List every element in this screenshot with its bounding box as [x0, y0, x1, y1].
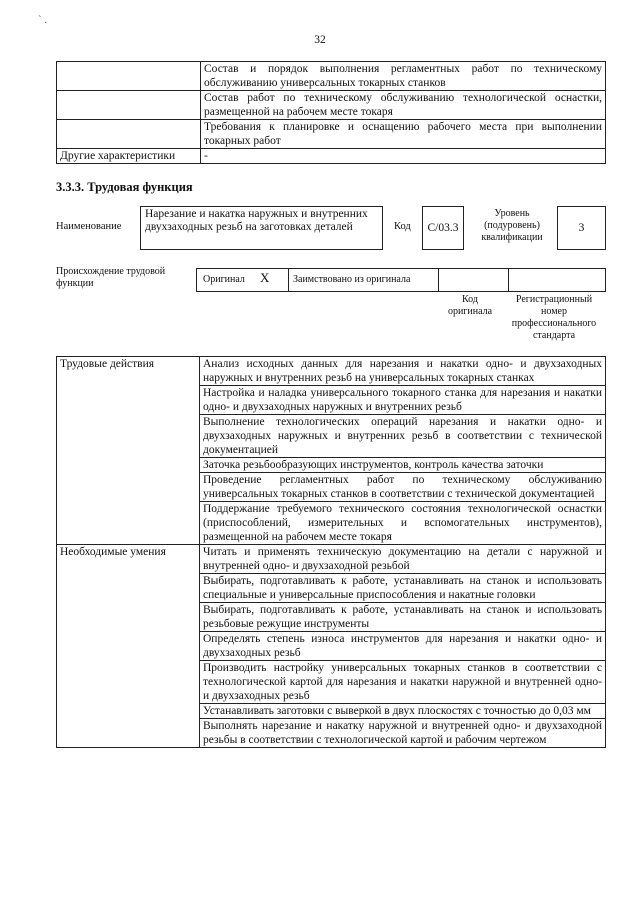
table-row [57, 62, 606, 91]
table-cell: Настройка и наладка универсального токарного станка для нарезания и накатки одно- и двухзаходных наружных и внутренних резьб [200, 386, 606, 415]
level-label: Уровень (подуровень) квалификации [481, 208, 543, 243]
name-label: Наименование [56, 221, 122, 232]
origin-box [196, 268, 606, 292]
borrowed-label: Заимствовано из оригинала [293, 274, 411, 285]
main-table [56, 356, 606, 748]
table-cell: Заточка резьбообразующих инструментов, контроль качества заточки [200, 458, 606, 473]
table-cell: Выбирать, подготавливать к работе, устанавливать на станок и использовать специальные и универсальные приспособления и накатные головки [200, 574, 606, 603]
group-label: Трудовые действия [57, 357, 200, 545]
code-box [422, 206, 464, 250]
original-label: Оригинал [203, 274, 245, 285]
table-cell: Определять степень износа инструментов для нарезания и накатки одно- и двухзаходных резьб [200, 632, 606, 661]
section-title: 3.3.3. Трудовая функция [56, 180, 193, 194]
origin-divider [508, 269, 509, 291]
table-cell: Выбирать, подготавливать к работе, устанавливать на станок и использовать резьбовые режущие инструменты [200, 603, 606, 632]
table-cell: Читать и применять техническую документацию на детали с наружной и внутренней одно- и двухзаходной резьбой [200, 545, 606, 574]
row-label: Другие характеристики [57, 149, 201, 164]
row-text: Требования к планировке и оснащению рабочего места при выполнении токарных работ [201, 120, 606, 149]
level-box [557, 206, 606, 250]
code-value: С/03.3 [427, 221, 459, 234]
row-label [57, 120, 201, 149]
origin-divider [438, 269, 439, 291]
level-value: 3 [578, 221, 585, 234]
row-text: - [201, 149, 606, 164]
table-row [57, 91, 606, 120]
table-cell: Устанавливать заготовки с выверкой в двух плоскостях с точностью до 0,03 мм [200, 704, 606, 719]
function-name-box [140, 206, 383, 250]
original-mark: X [260, 270, 270, 285]
table-cell: Производить настройку универсальных токарных станков в соответствии с технологической картой для нарезания и накатки наружной и внутренней одно- и двухзаходных резьб [200, 661, 606, 704]
table-row [57, 545, 606, 574]
row-label [57, 91, 201, 120]
table-cell: Выполнение технологических операций нарезания и накатки одно- и двухзаходных наружных и внутренних резьб в соответствии с технической документацией [200, 415, 606, 458]
top-table [56, 61, 606, 164]
table-cell: Анализ исходных данных для нарезания и накатки одно- и двухзаходных наружных и внутренних резьб на универсальных токарных станках [200, 357, 606, 386]
table-row [57, 120, 606, 149]
page-number: 32 [314, 34, 326, 46]
group-label: Необходимые умения [57, 545, 200, 748]
origin-label: Происхождение трудовой функции [56, 266, 166, 289]
row-label [57, 62, 201, 91]
code-original-label: Код оригинала [447, 294, 493, 317]
table-cell: Проведение регламентных работ по техническому обслуживанию универсальных токарных станков в соответствии с технической документацией [200, 473, 606, 502]
row-text: Состав и порядок выполнения регламентных работ по техническому обслуживанию универсальных токарных станков [201, 62, 606, 91]
table-cell: Выполнять нарезание и накатку наружной и внутренней одно- и двухзаходной резьбы в соответствии с технологической картой и рабочим чертежом [200, 719, 606, 748]
code-label: Код [394, 221, 411, 232]
function-name: Нарезание и накатка наружных и внутренних двухзаходных резьб на заготовках деталей [145, 208, 368, 233]
registration-number-label: Регистрационный номер профессионального стандарта [511, 294, 597, 341]
table-cell: Поддержание требуемого технического состояния технологической оснастки (приспособлений, измерительных и вспомогательных инструментов), размещенной на рабочем месте токаря [200, 502, 606, 545]
table-row [57, 357, 606, 386]
table-row [57, 149, 606, 164]
origin-divider [288, 269, 289, 291]
row-text: Состав работ по техническому обслуживанию технологической оснастки, размещенной на рабочем месте токаря [201, 91, 606, 120]
corner-mark: ` . [38, 14, 48, 26]
